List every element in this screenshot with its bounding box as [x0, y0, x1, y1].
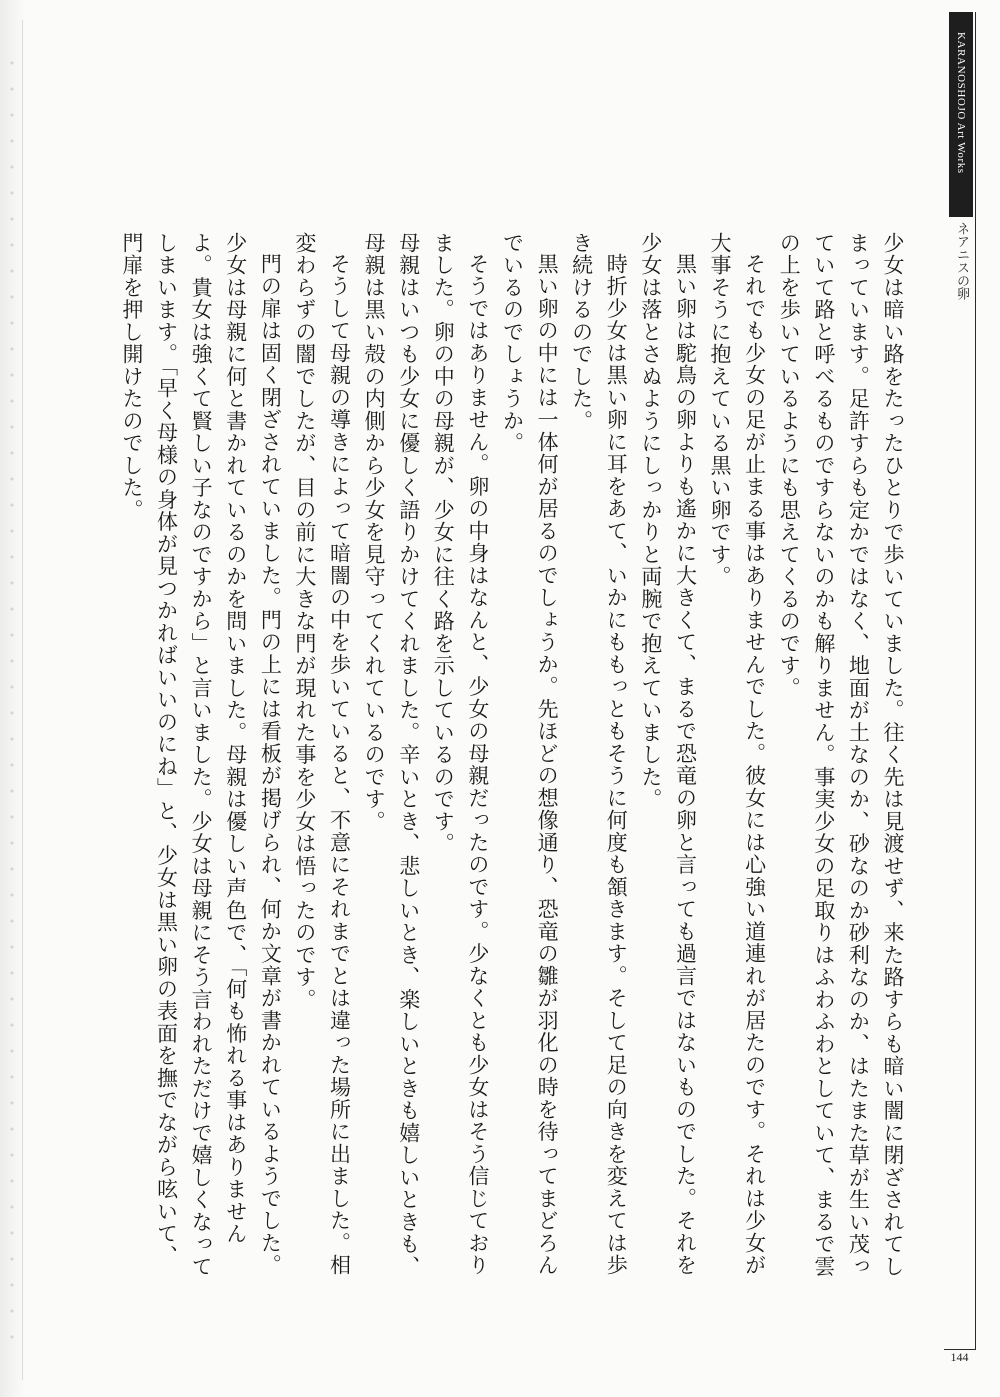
paragraph: 黒い卵の中には一体何が居るのでしょうか。先ほどの想像通り、恐竜の雛が羽化の時を待ってまどろんでいるのでしょうか。 [500, 232, 560, 1277]
paragraph: そうではありません。卵の中身はなんと、少女の母親だったのです。少なくとも少女はそう信じておりました。卵の中の母親が、少女に往く路を示しているのです。 [431, 232, 490, 1277]
running-header-band [949, 12, 973, 217]
binding-holes [9, 50, 15, 1350]
paragraph: 少女は暗い路をたったひとりで歩いていました。往く先は見渡せず、来た路すらも暗い闇に閉ざされてしまっています。足許すらも定かではなく、地面が土なのか、砂なのか砂利なのか、はたまた草が生い茂っていて路と呼べるものですらないのかも解りません。事実少女の足取りはふわふわとしていて、まるで雲の上を歩いているようにも思えてくるのです。 [777, 232, 905, 1278]
page-number: 144 [944, 1349, 975, 1365]
paragraph: 黒い卵は駝鳥の卵よりも遙かに大きくて、まるで恐竜の卵と言っても過言ではないものでした。それを少女は落とさぬようにしっかりと両腕で抱えていました。 [638, 232, 698, 1277]
header-rule [975, 12, 976, 1350]
paragraph: そうして母親の導きによって暗闇の中を歩いていると、不意にそれまでとは違った場所に出ました。相変わらずの闇でしたが、目の前に大きな門が現れた事を少女は悟ったのです。 [292, 232, 352, 1277]
paragraph: それでも少女の足が止まる事はありませんでした。彼女には心強い道連れが居たのです。それは少女が大事そうに抱えている黒い卵です。 [708, 232, 767, 1277]
binding-line [22, 20, 23, 1380]
chapter-subtitle: ネアニスの卵 [954, 222, 969, 300]
running-header-title: KARANOSHOJO Art Works [955, 32, 967, 174]
paragraph: 母親はいつも少女に優しく語りかけてくれました。辛いとき、悲しいとき、楽しいときも嬉しいときも、母親は黒い殻の内側から少女を見守ってくれているのです。 [362, 232, 421, 1278]
story-body [78, 232, 910, 1282]
paragraph: 時折少女は黒い卵に耳をあて、いかにももっともそうに何度も頷きます。そして足の向きを変えては歩き続けるのでした。 [569, 232, 629, 1277]
paragraph: 門の扉は固く閉ざされていました。門の上には看板が掲げられ、何か文章が書かれているようでした。少女は母親に何と書かれているのかを問いました。母親は優しい声色で、「何も怖れる事はありませんよ。貴女は強くて賢しい子なのですから」と言いました。少女は母親にそう言われただけで嬉しくなってしまいます。「早く母様の身体が見つかればいいのにね」と、少女は黒い卵の表面を撫でながら呟いて、門扉を押し開けたのでした。 [119, 232, 283, 1278]
